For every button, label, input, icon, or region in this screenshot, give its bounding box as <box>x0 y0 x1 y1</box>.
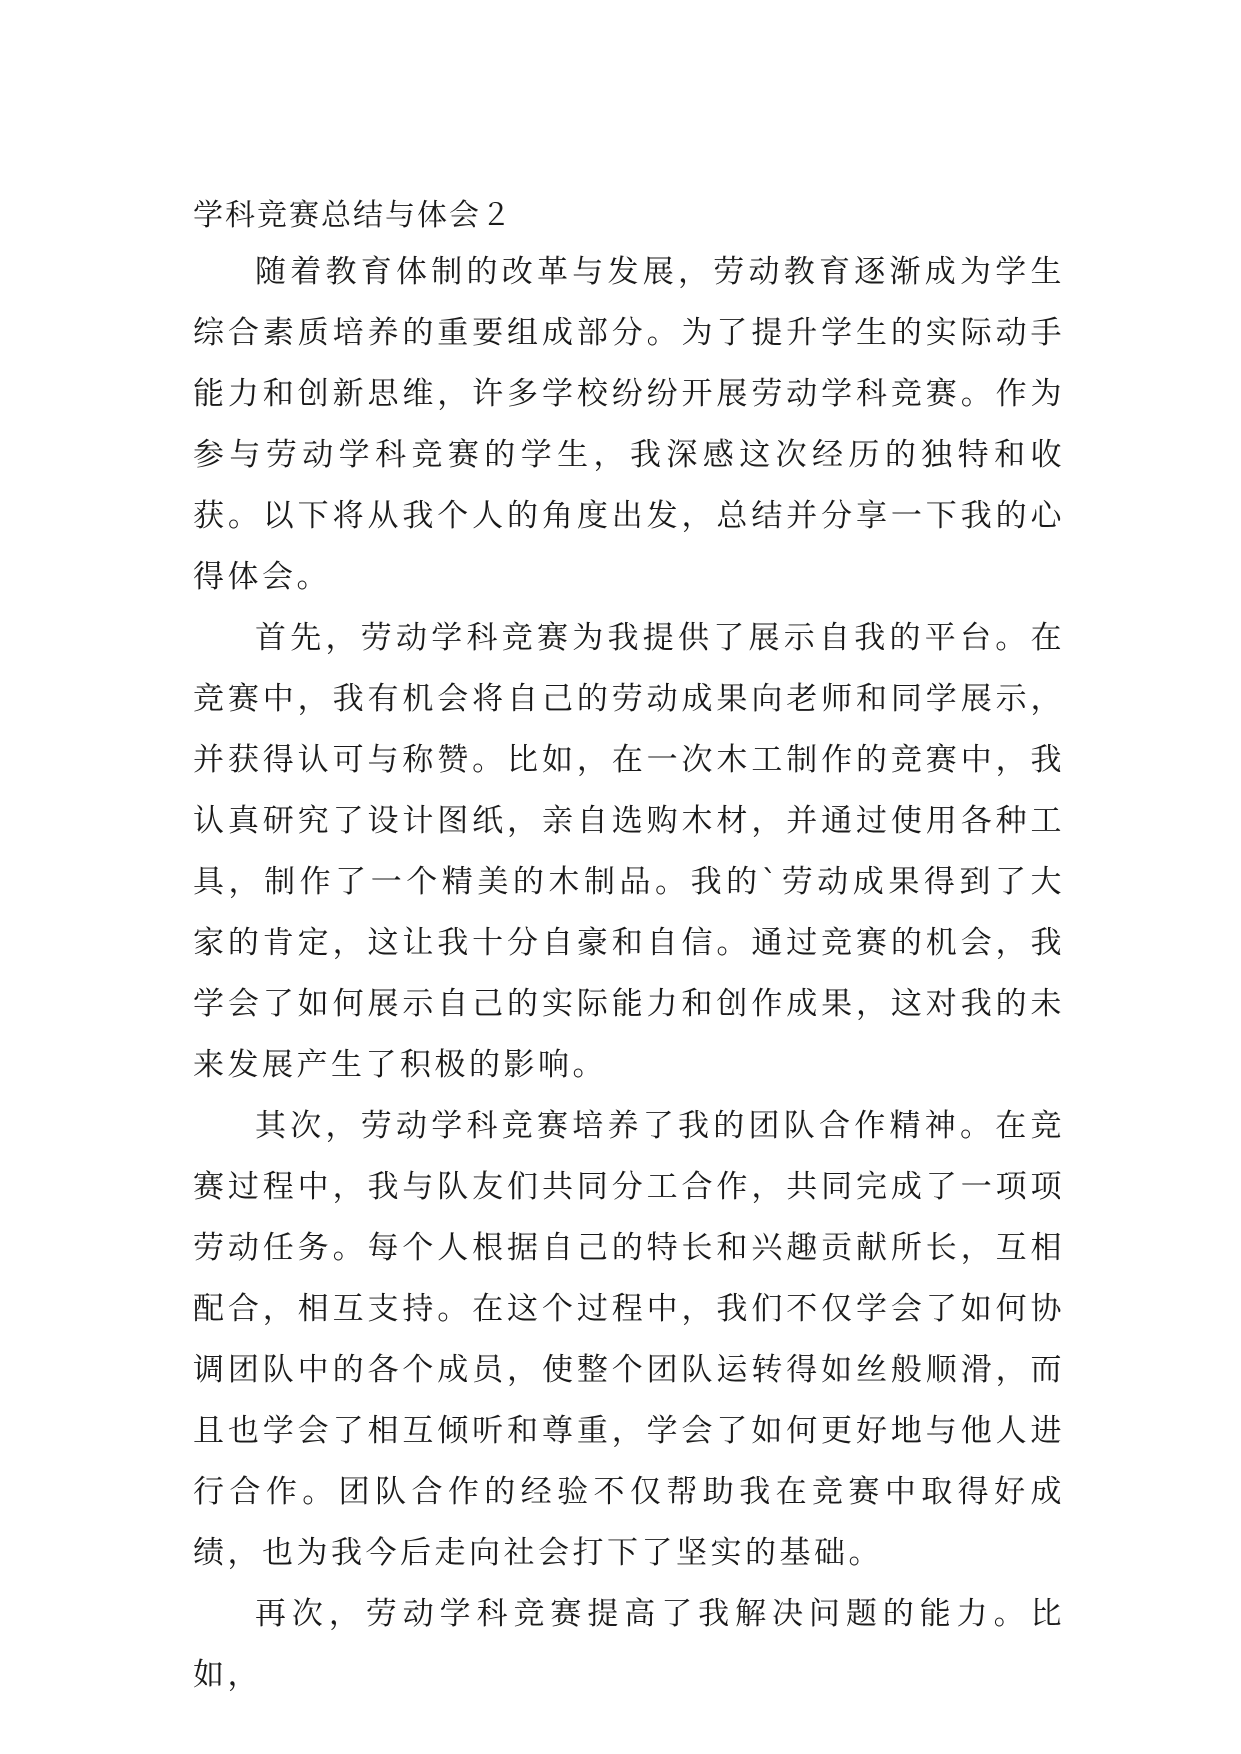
paragraph-2: 首先，劳动学科竞赛为我提供了展示自我的平台。在竞赛中，我有机会将自己的劳动成果向老师和同学展示，并获得认可与称赞。比如，在一次木工制作的竞赛中，我认真研究了设计图纸，亲自选购木材，并通过使用各种工具，制作了一个精美的木制品。我的`劳动成果得到了大家的肯定，这让我十分自豪和自信。通过竞赛的机会，我学会了如何展示自己的实际能力和创作成果，这对我的未来发展产生了积极的影响。 <box>193 620 1065 1083</box>
paragraph-4: 再次，劳动学科竞赛提高了我解决问题的能力。比如， <box>193 1596 1065 1693</box>
document-title: 学科竞赛总结与体会２ <box>193 198 513 233</box>
paragraph-3: 其次，劳动学科竞赛培养了我的团队合作精神。在竞赛过程中，我与队友们共同分工合作，共同完成了一项项劳动任务。每个人根据自己的特长和兴趣贡献所长，互相配合，相互支持。在这个过程中，我们不仅学会了如何协调团队中的各个成员，使整个团队运转得如丝般顺滑，而且也学会了相互倾听和尊重，学会了如何更好地与他人进行合作。团队合作的经验不仅帮助我在竞赛中取得好成绩，也为我今后走向社会打下了坚实的基础。 <box>193 1108 1065 1571</box>
document-body <box>193 190 1065 1706</box>
paragraph-1: 随着教育体制的改革与发展，劳动教育逐渐成为学生综合素质培养的重要组成部分。为了提升学生的实际动手能力和创新思维，许多学校纷纷开展劳动学科竞赛。作为参与劳动学科竞赛的学生，我深感这次经历的独特和收获。以下将从我个人的角度出发，总结并分享一下我的心得体会。 <box>193 254 1065 595</box>
